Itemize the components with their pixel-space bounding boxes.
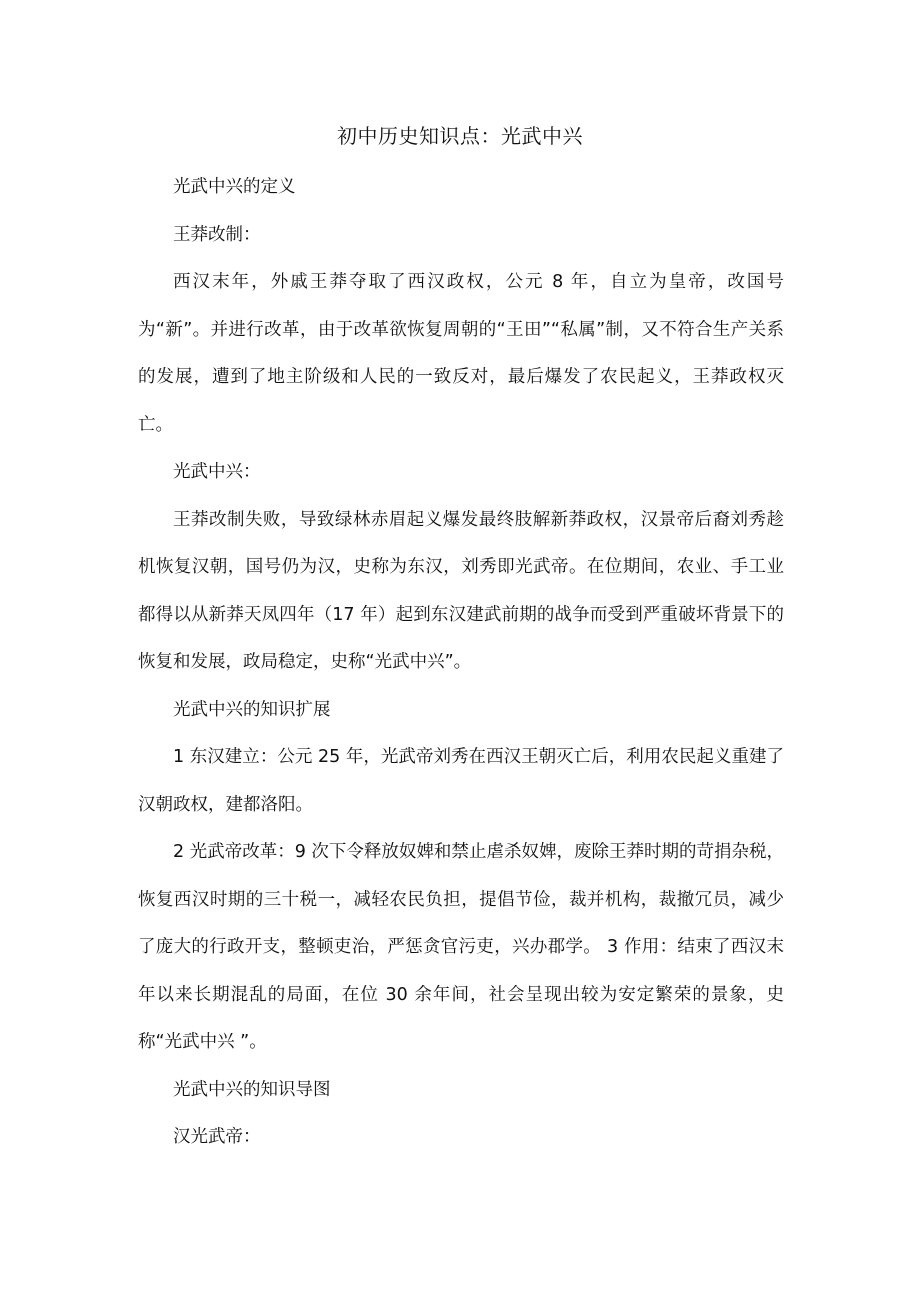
document-body (138, 164, 784, 1162)
heading-knowledge-extension: 光武中兴的知识扩展 (173, 699, 331, 720)
subheading-wang-mang-reform: 王莽改制： (173, 224, 261, 245)
page-title: 初中历史知识点：光武中兴 (337, 124, 583, 148)
paragraph-eastern-han-founding: 1 东汉建立：公元 25 年，光武帝刘秀在西汉王朝灭亡后，利用农民起义重建了汉朝政权，建都洛阳。 (138, 747, 784, 815)
paragraph-wang-mang-reform: 西汉末年，外戚王莽夺取了西汉政权，公元 8 年，自立为皇帝，改国号为“新”。并进行改革，由于改革欲恢复周朝的“王田”“私属”制，又不符合生产关系的发展，遭到了地主阶级和人民的一致反对，最后爆发了农民起义，王莽政权灭亡。 (138, 272, 784, 435)
paragraph-guangwu-revival: 王莽改制失败，导致绿林赤眉起义爆发最终肢解新莽政权，汉景帝后裔刘秀趁机恢复汉朝，国号仍为汉，史称为东汉，刘秀即光武帝。在位期间，农业、手工业都得以从新莽天凤四年（17 年）起到东汉建武前期的战争而受到严重破坏背景下的恢复和发展，政局稳定，史称“光武中兴”。 (138, 509, 784, 672)
subheading-emperor-guangwu: 汉光武帝： (173, 1127, 261, 1147)
heading-definition: 光武中兴的定义 (173, 177, 296, 197)
subheading-guangwu-revival: 光武中兴： (173, 462, 261, 482)
heading-knowledge-map: 光武中兴的知识导图 (173, 1079, 331, 1100)
paragraph-guangwu-reforms: 2 光武帝改革：9 次下令释放奴婢和禁止虐杀奴婢，废除王莽时期的苛捐杂税，恢复西汉时期的三十税一，减轻农民负担，提倡节俭，裁并机构，裁撤冗员，减少了庞大的行政开支，整顿吏治，严惩贪官污吏，兴办郡学。 3 作用：结束了西汉末年以来长期混乱的局面，在位 30 余年间，社会呈现出较为安定繁荣的景象，史称“光武中兴 ”。 (138, 842, 784, 1052)
